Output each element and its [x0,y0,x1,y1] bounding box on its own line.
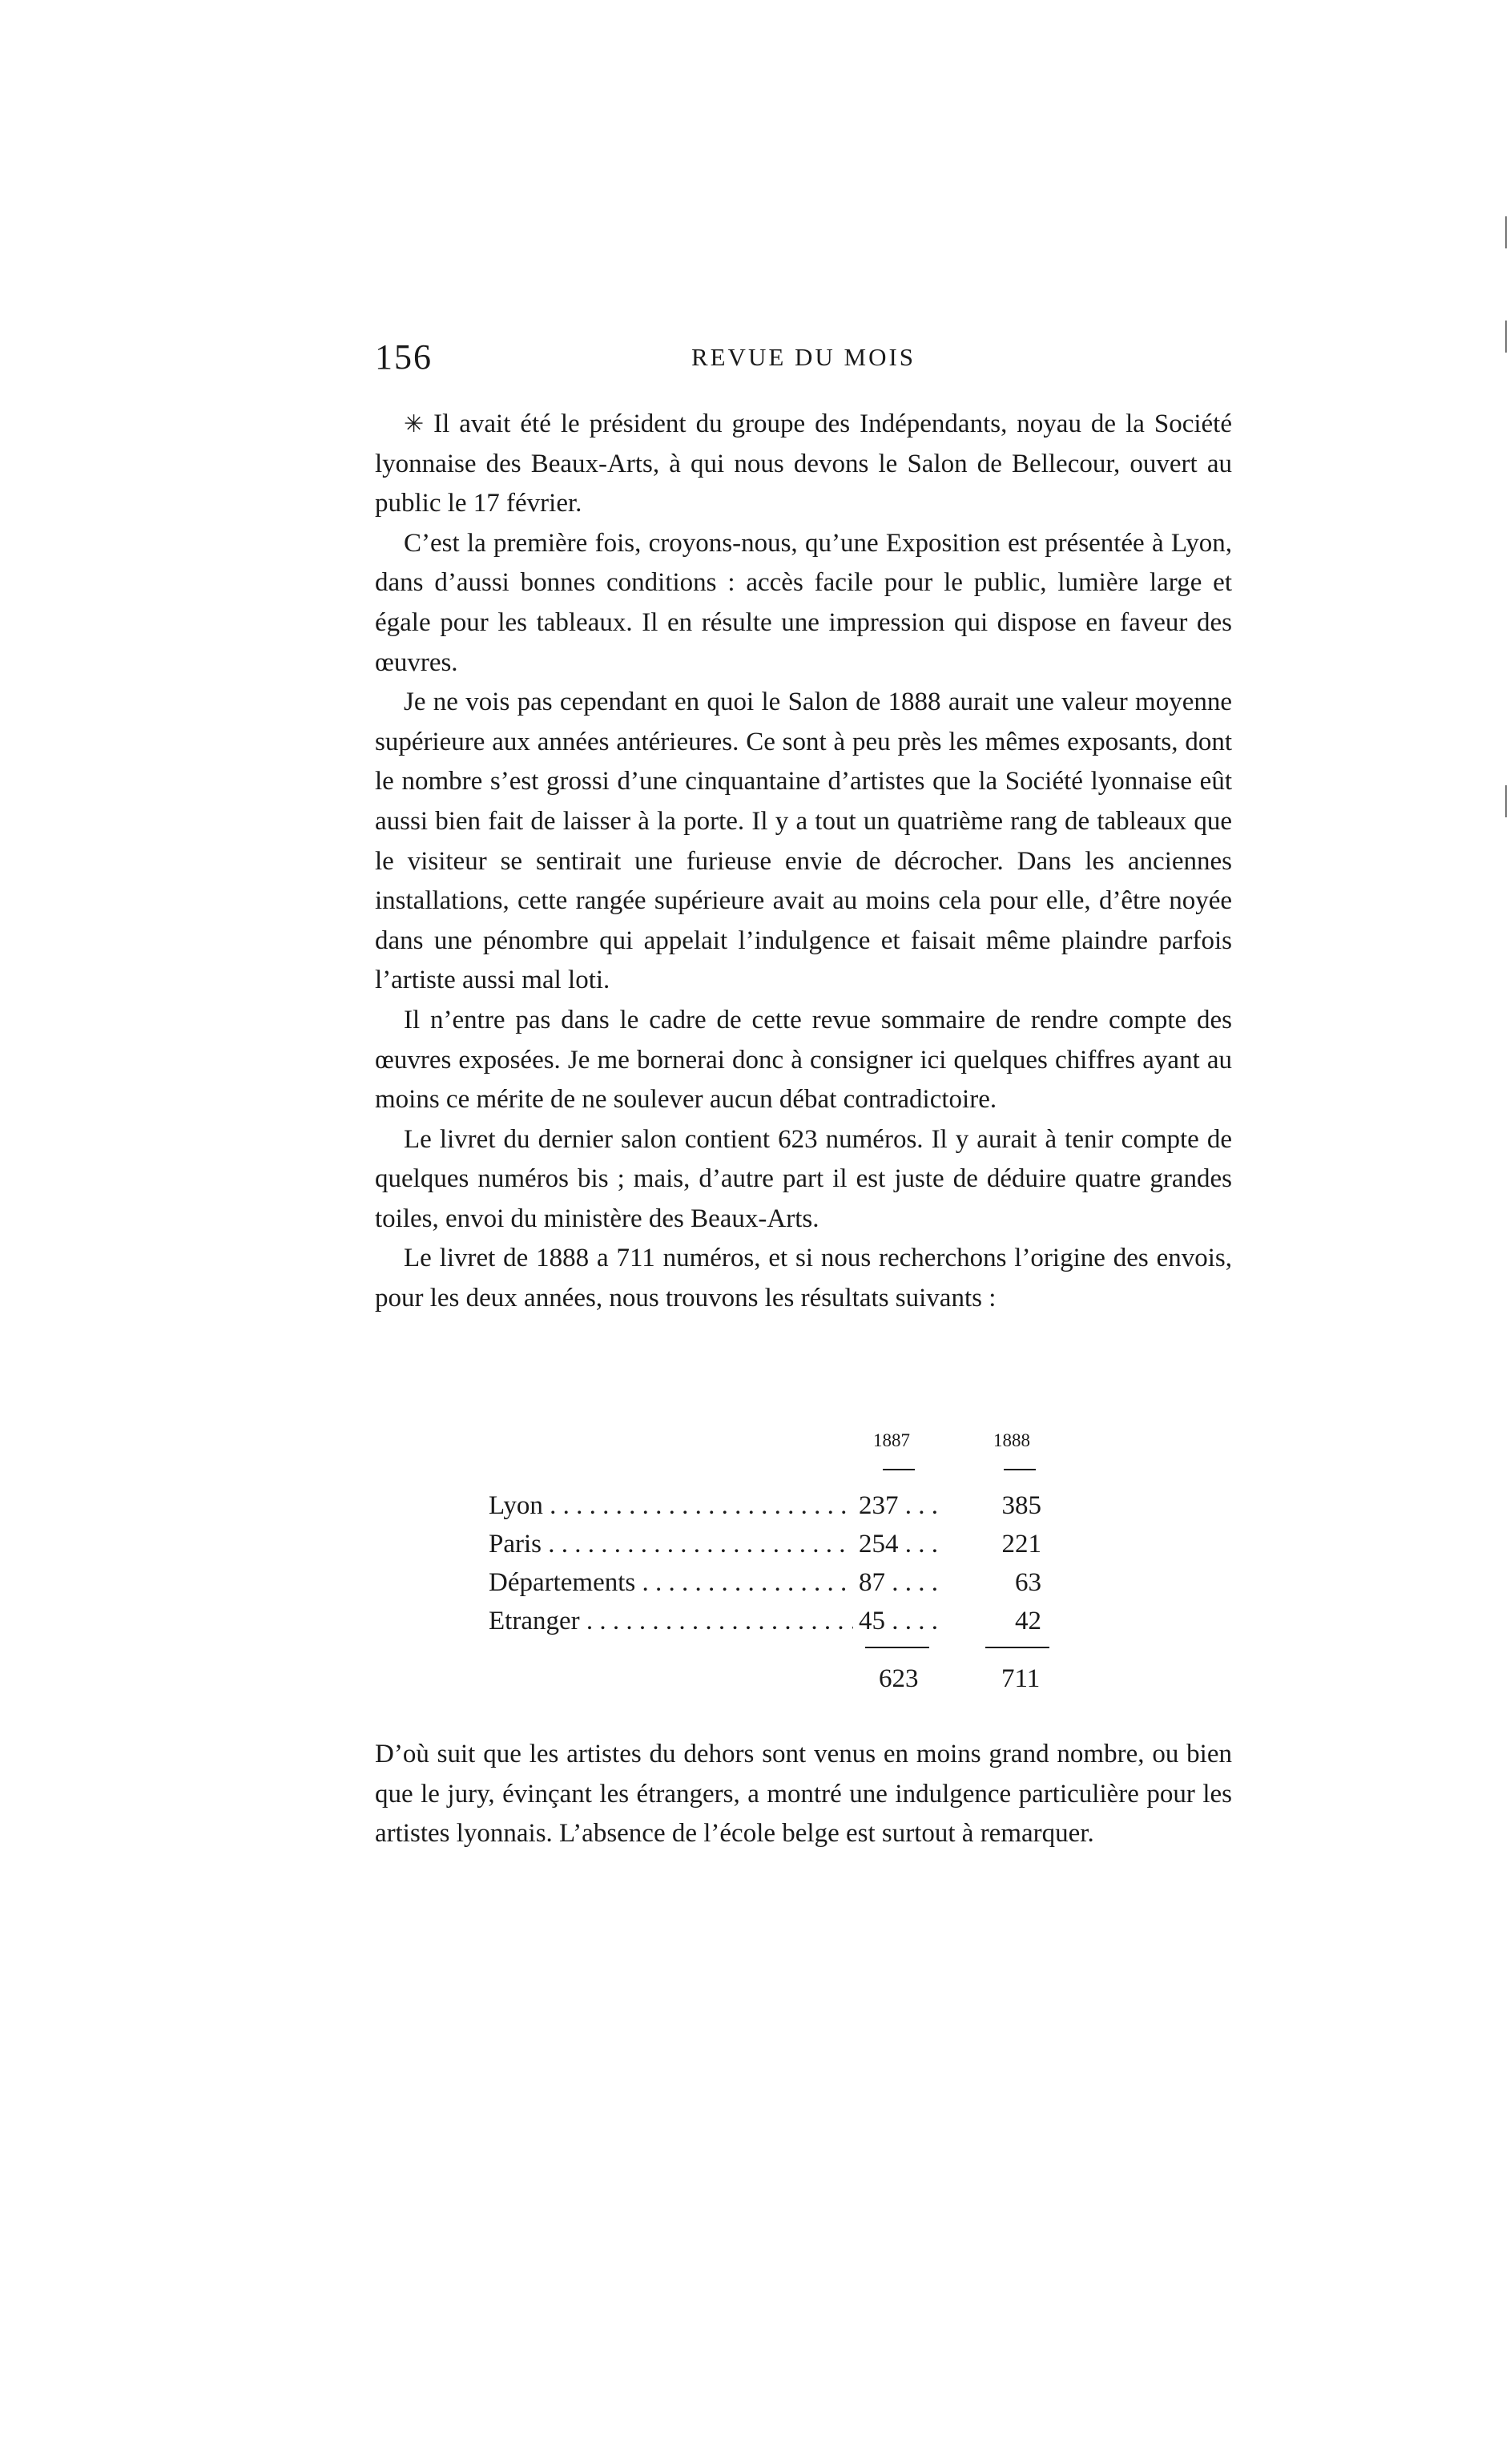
paragraph-1 [375,405,1232,524]
totals-row [489,1656,1129,1701]
running-title: REVUE DU MOIS [691,343,916,371]
paragraph-6: Le livret de 1888 a 711 numéros, et si nous recherchons l’origine des envois, pour les deux années, nous trouvons les résultats suivants : [375,1244,1232,1313]
scan-edge-mark [1505,216,1507,248]
total-rules [489,1640,1129,1656]
row-label: Départements . . . [489,1563,857,1602]
paragraph-4: Il n’entre pas dans le cadre de cette revue sommaire de rendre compte des œuvres exposées. Je me bornerai donc à consigner ici quelques chiffres ayant au moins ce mérite de ne soulever aucun débat contradictoire. [375,1005,1232,1115]
asterism-icon: ✳ [404,411,425,438]
year-dashes [489,1469,1129,1486]
row-label: Lyon . . . [489,1486,857,1525]
scan-edge-mark [1505,785,1507,817]
row-value-1887: 87 . . . . [853,1563,938,1602]
row-value-1887: 237 . . . . [853,1486,938,1563]
table-row [489,1486,1129,1525]
page-header [375,337,1232,385]
row-label: Paris . . . [489,1525,857,1563]
dash-1887 [883,1469,915,1470]
paragraph-3: Je ne vois pas cependant en quoi le Salon de 1888 aurait une valeur moyenne supérieure aux années antérieures. Ce sont à peu près les mêmes exposants, dont le nombre s’est grossi d’une cinquantaine d’artistes que la Société lyonnaise eût aussi bien fait de laisser à la porte. Il y a tout un quatrième rang de tableaux que le visiteur se sentirait une furieuse envie de décrocher. Dans les anciennes installations, cette rangée supérieure avait au moins cela pour elle, d’être noyée dans une pénombre qui appelait l’indulgence et faisait même plaindre parfois l’artiste aussi mal loti. [375,688,1232,995]
paragraph-2: C’est la première fois, croyons-nous, qu’une Exposition est présentée à Lyon, dans d’aussi bonnes conditions : accès facile pour le public, lumière large et égale pour les tableaux. Il en résulte une impression qui dispose en faveur des œuvres. [375,528,1232,677]
total-rule-1887 [865,1647,929,1648]
total-1888: 711 [1001,1664,1041,1693]
page-number: 156 [375,337,433,377]
closing-paragraph [375,1735,1232,1854]
table-row [489,1525,1129,1563]
row-value-1888: 221 [1001,1530,1041,1559]
scan-edge-mark [1505,321,1507,353]
year-1887: 1887 [873,1430,910,1450]
year-1888: 1888 [993,1430,1030,1450]
total-rule-1888 [985,1647,1049,1648]
row-value-1887: 45 . . . . [853,1602,938,1640]
table-year-header [489,1430,1129,1469]
total-1887: 623 [879,1664,919,1693]
table-row [489,1563,1129,1602]
paragraph-5: Le livret du dernier salon contient 623 numéros. Il y aurait à tenir compte de quelques numéros bis ; mais, d’autre part il est juste de déduire quatre grandes toiles, envoi du ministère des Beaux-Arts. [375,1124,1232,1233]
row-value-1888: 42 [1015,1607,1041,1635]
row-label: Etranger . . . [489,1602,857,1640]
paragraph-1-text: Il avait été le président du groupe des Indépendants, noyau de la Société lyonnaise des Beaux-Arts, à qui nous devons le Salon de Bellecour, ouvert au public le 17 février. [375,409,1232,518]
results-table [489,1430,1129,1701]
row-value-1887: 254 . . . . [853,1525,938,1602]
table-row [489,1602,1129,1640]
row-value-1888: 385 [1001,1491,1041,1520]
row-value-1888: 63 [1015,1568,1041,1597]
article-body [375,405,1232,1319]
closing-text: D’où suit que les artistes du dehors sont venus en moins grand nombre, ou bien que le jury, évinçant les étrangers, a montré une indulgence particulière pour les artistes lyonnais. L’absence de l’école belge est surtout à remarquer. [375,1740,1232,1849]
dash-1888 [1004,1469,1036,1470]
